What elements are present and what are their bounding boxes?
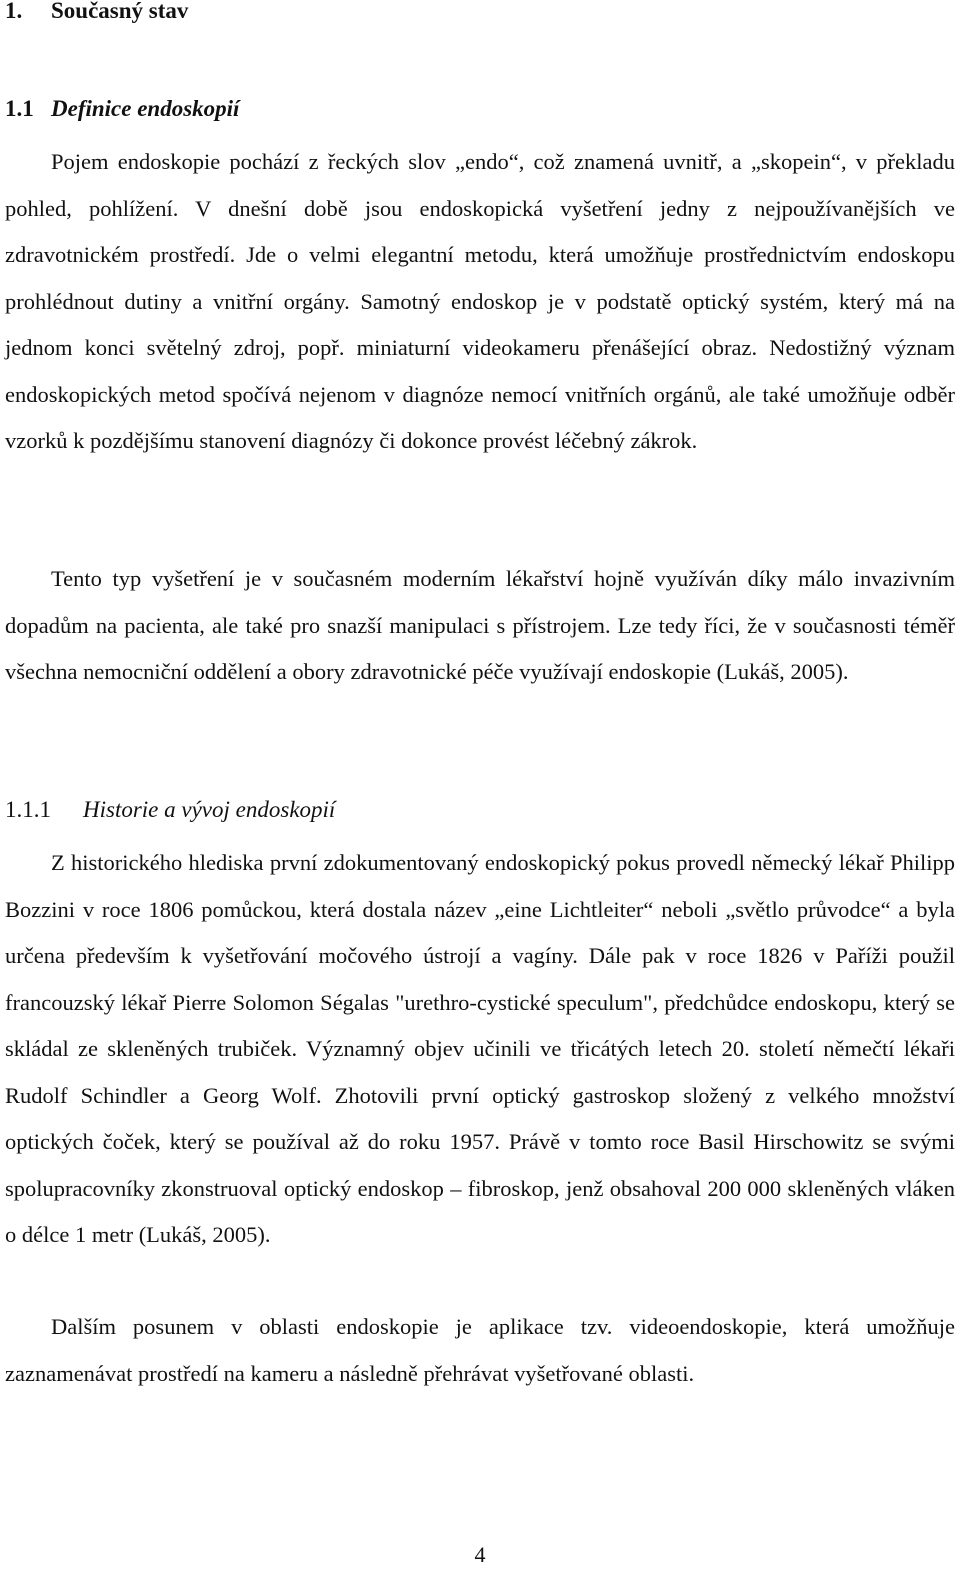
section-number: 1.1 [5,96,34,121]
subsection-number: 1.1.1 [5,797,51,822]
paragraph-definition: Pojem endoskopie pochází z řeckých slov „endo“, což znamená uvnitř, a „skopein“, v překladu pohled, pohlížení. V dnešní době jsou endoskopická vyšetření jedny z nejpoužívanějších ve zdravotnickém prostředí. Jde o velmi elegantní metodu, která umožňuje prostřednictvím endoskopu prohlédnout dutiny a vnitřní orgány. Samotný endoskop je v podstatě optický systém, který má na jednom konci světelný zdroj, popř. miniaturní videokameru přenášející obraz. Nedostižný význam endoskopických metod spočívá nejenom v diagnóze nemocí vnitřních orgánů, ale také umožňuje odběr vzorků k pozdějšímu stanovení diagnózy či dokonce provést léčebný zákrok. [5,149,955,453]
paragraph-history: Z historického hlediska první zdokumentovaný endoskopický pokus provedl německý lékař Philipp Bozzini v roce 1806 pomůckou, která dostala název „eine Lichtleiter“ neboli „světlo průvodce“ a byla určena především k vyšetřování močového ústrojí a vagíny. Dále pak v roce 1826 v Paříži použil francouzský lékař Pierre Solomon Ségalas "urethro-cystické speculum", předchůdce endoskopu, který se skládal ze skleněných trubiček. Významný objev učinili ve třicátých letech 20. století němečtí lékaři Rudolf Schindler a Georg Wolf. Zhotovili první optický gastroskop složený z velkého množství optických čoček, který se používal až do roku 1957. Právě v tomto roce Basil Hirschowitz se svými spolupracovníky zkonstruoval optický endoskop – fibroskop, jenž obsahoval 200 000 skleněných vláken o délce 1 metr (Lukáš, 2005). [5,850,955,1247]
paragraph-videoendoscopy: Dalším posunem v oblasti endoskopie je aplikace tzv. videoendoskopie, která umožňuje zaznamenávat prostředí na kameru a následně přehrávat vyšetřované oblasti. [5,1314,955,1386]
subsection-title: Historie a vývoj endoskopií [83,797,336,822]
subsection-heading [5,793,335,827]
section-title: Definice endoskopií [51,96,240,121]
chapter-heading [5,0,188,28]
page-number: 4 [474,1542,486,1567]
paragraph-usage: Tento typ vyšetření je v současném moderním lékařství hojně využíván díky málo invazivním dopadům na pacienta, ale také pro snazší manipulaci s přístrojem. Lze tedy říci, že v současnosti téměř všechna nemocniční oddělení a obory zdravotnické péče využívají endoskopie (Lukáš, 2005). [5,566,955,684]
chapter-title: Současný stav [51,0,189,23]
section-heading [5,92,239,126]
chapter-number: 1. [5,0,23,23]
